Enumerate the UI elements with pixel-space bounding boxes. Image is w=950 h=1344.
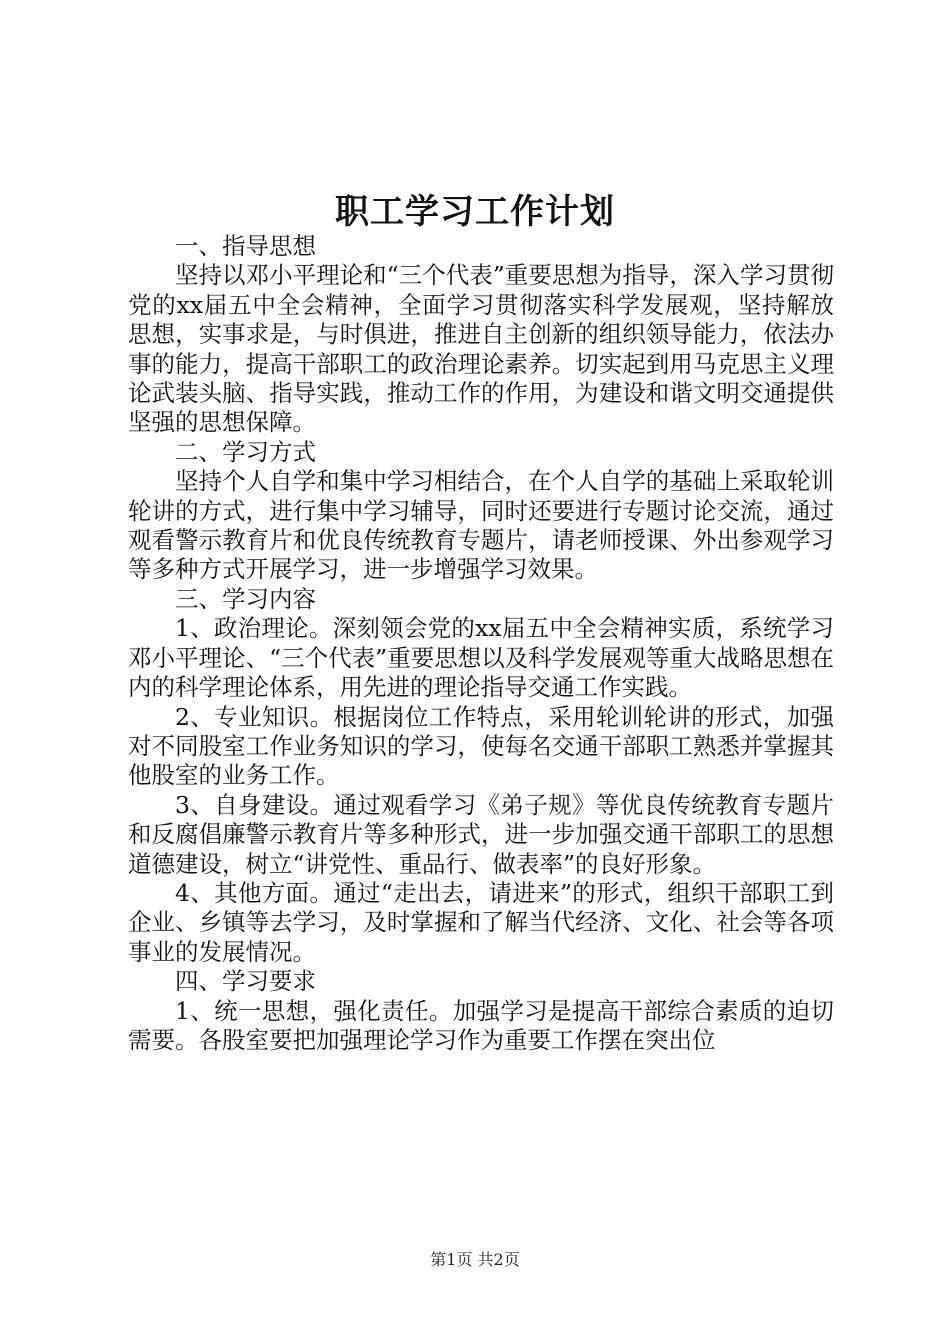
section-heading: 三、学习内容 [175,584,316,613]
document-body [128,232,834,1055]
paragraph: 3、自身建设。通过观看学习《弟子规》等优良传统教育专题片和反腐倡廉警示教育片等多种形式，进一步加强交通干部职工的思想道德建设，树立“讲党性、重品行、做表率”的良好形象。 [128,790,834,878]
paragraph: 1、政治理论。深刻领会党的xx届五中全会精神实质，系统学习邓小平理论、“三个代表”重要思想以及科学发展观等重大战略思想在内的科学理论体系，用先进的理论指导交通工作实践。 [128,614,834,702]
page-number-footer: 第1页 共2页 [430,1250,520,1269]
paragraph: 2、专业知识。根据岗位工作特点，采用轮训轮讲的形式，加强对不同股室工作业务知识的学习，使每名交通干部职工熟悉并掌握其他股室的业务工作。 [128,702,834,790]
section-heading: 四、学习要求 [175,967,316,996]
paragraph: 坚持个人自学和集中学习相结合，在个人自学的基础上采取轮训轮讲的方式，进行集中学习辅导，同时还要进行专题讨论交流，通过观看警示教育片和优良传统教育专题片，请老师授课、外出参观学习等多种方式开展学习，进一步增强学习效果。 [128,467,834,584]
paragraph: 1、统一思想，强化责任。加强学习是提高干部综合素质的迫切需要。各股室要把加强理论学习作为重要工作摆在突出位 [128,996,834,1054]
paragraph: 坚持以邓小平理论和“三个代表”重要思想为指导，深入学习贯彻党的xx届五中全会精神，全面学习贯彻落实科学发展观，坚持解放思想，实事求是，与时俱进，推进自主创新的组织领导能力，依法办事的能力，提高干部职工的政治理论素养。切实起到用马克思主义理论武装头脑、指导实践，推动工作的作用，为建设和谐文明交通提供坚强的思想保障。 [128,261,834,437]
paragraph: 4、其他方面。通过“走出去，请进来”的形式，组织干部职工到企业、乡镇等去学习，及时掌握和了解当代经济、文化、社会等各项事业的发展情况。 [128,878,834,966]
section-heading: 二、学习方式 [175,437,316,466]
document-title: 职工学习工作计划 [335,192,615,232]
section-heading: 一、指导思想 [175,232,316,260]
